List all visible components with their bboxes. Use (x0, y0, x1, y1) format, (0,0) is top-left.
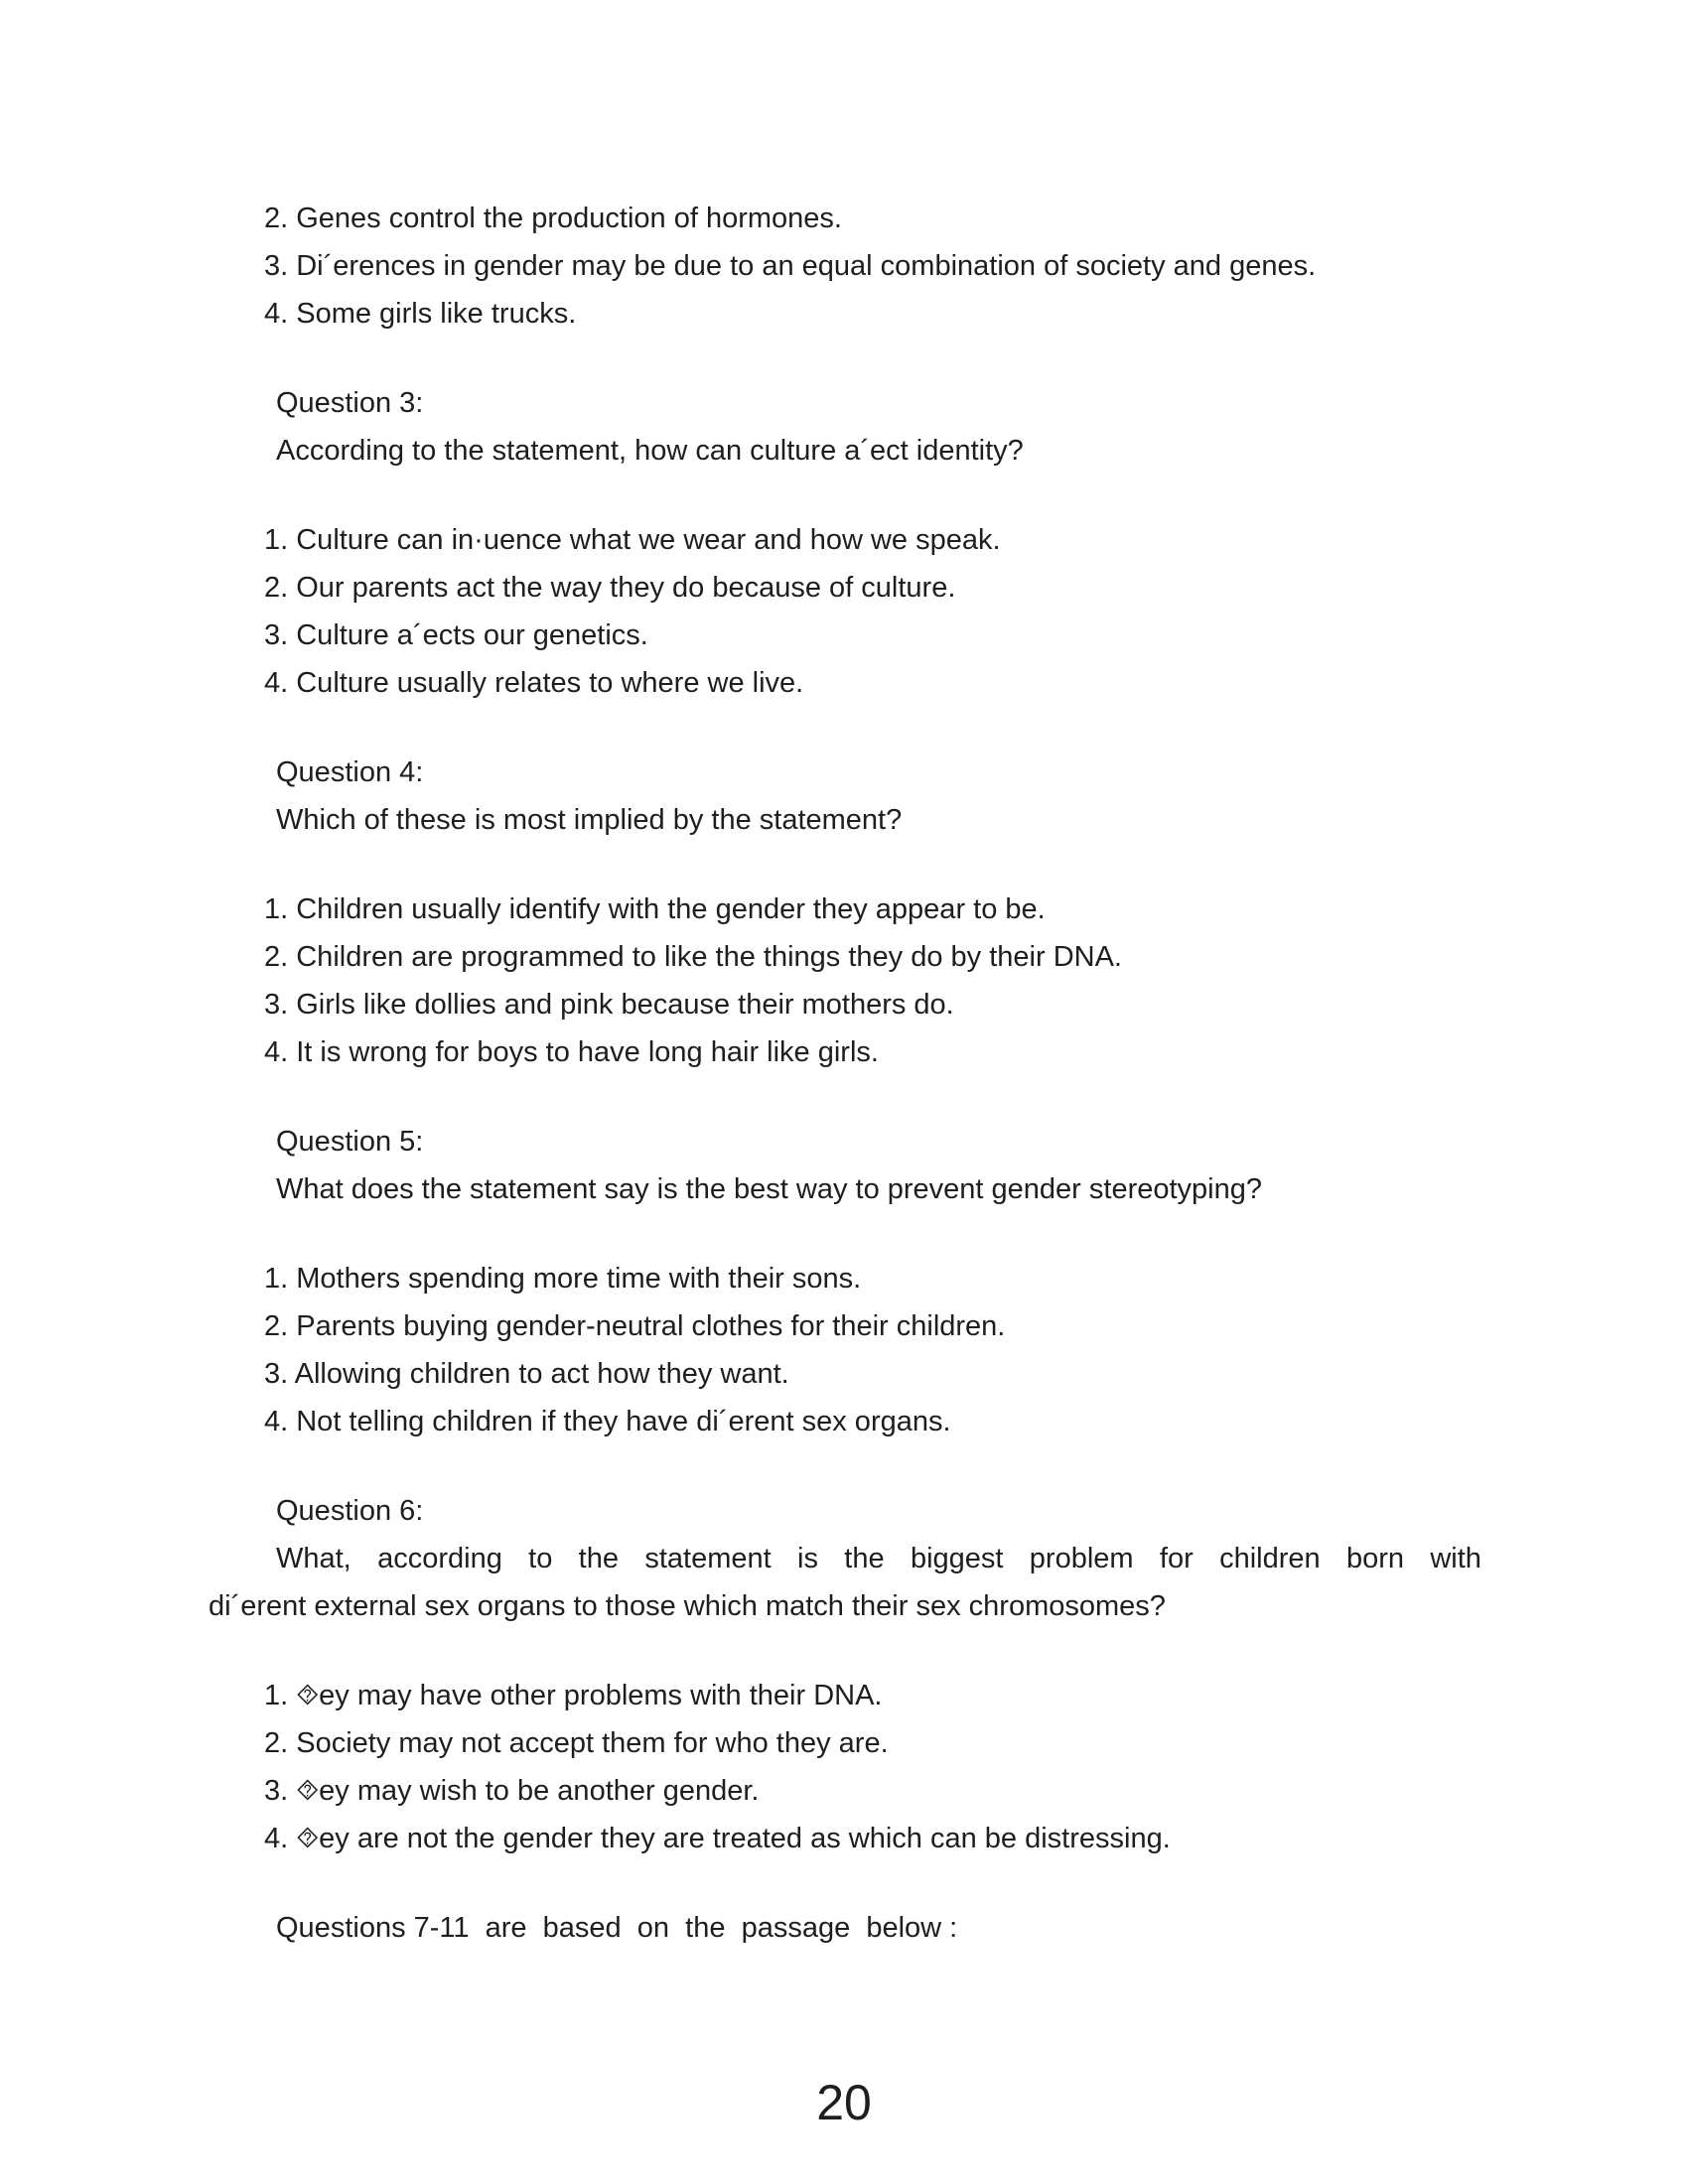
question-options (211, 516, 1481, 707)
question-word: problem (1029, 1543, 1134, 1574)
question-word: according (377, 1543, 502, 1574)
option-item: 4. Some girls like trucks. (264, 298, 577, 330)
option-item: 4. Culture usually relates to where we live. (264, 667, 804, 699)
question-heading: Question 4: (276, 756, 424, 788)
question-word: What, (276, 1543, 352, 1574)
page-content (211, 195, 1481, 1952)
option-item: 3. ⯑ey may wish to be another gender. (264, 1775, 760, 1807)
question-6 (211, 1487, 1481, 1862)
option-item: 2. Parents buying gender-neutral clothes for their children. (264, 1310, 1006, 1342)
option-item: 1. Mothers spending more time with their sons. (264, 1263, 862, 1295)
option-item: 4. Not telling children if they have di´erent sex organs. (264, 1406, 951, 1437)
question-text-line-2: di´erent external sex organs to those which match their sex chromosomes? (209, 1590, 1166, 1622)
question-word: born (1345, 1543, 1404, 1574)
option-item: 3. Girls like dollies and pink because their mothers do. (264, 989, 954, 1021)
question-text-line-1 (211, 1535, 1481, 1582)
question-options (211, 1672, 1481, 1862)
question-word: biggest (910, 1543, 1004, 1574)
question-word: the (844, 1543, 885, 1574)
question-3 (211, 379, 1481, 707)
option-item: 2. Our parents act the way they do because of culture. (264, 572, 956, 604)
option-item: 1. ⯑ey may have other problems with their DNA. (264, 1680, 883, 1711)
passage-intro: Questions 7-11 are based on the passage below : (276, 1912, 958, 1944)
option-item: 4. ⯑ey are not the gender they are treated as which can be distressing. (264, 1823, 1171, 1854)
question-word: to (528, 1543, 553, 1574)
question-heading: Question 5: (276, 1126, 424, 1158)
option-item: 3. Allowing children to act how they want. (264, 1358, 789, 1390)
page-number: 20 (816, 2075, 872, 2130)
question-word: for (1159, 1543, 1194, 1574)
question-word: children (1219, 1543, 1321, 1574)
question-word: with (1430, 1543, 1481, 1574)
option-item: 1. Children usually identify with the gender they appear to be. (264, 893, 1046, 925)
continued-options (211, 195, 1481, 338)
question-5 (211, 1118, 1481, 1445)
question-options (211, 886, 1481, 1076)
question-4 (211, 749, 1481, 1076)
option-item: 3. Culture a´ects our genetics. (264, 619, 648, 651)
question-text: Which of these is most implied by the statement? (276, 804, 903, 836)
question-word: the (578, 1543, 619, 1574)
question-word: statement (644, 1543, 772, 1574)
question-heading: Question 3: (276, 387, 424, 419)
question-text: According to the statement, how can culture a´ect identity? (276, 435, 1024, 467)
option-item: 2. Genes control the production of hormones. (264, 203, 842, 234)
question-options (211, 1255, 1481, 1445)
option-item: 4. It is wrong for boys to have long hair like girls. (264, 1036, 879, 1068)
option-item: 3. Di´erences in gender may be due to an equal combination of society and genes. (264, 250, 1317, 282)
option-item: 2. Society may not accept them for who they are. (264, 1727, 889, 1759)
question-word: is (797, 1543, 818, 1574)
option-item: 2. Children are programmed to like the things they do by their DNA. (264, 941, 1122, 973)
option-item: 1. Culture can in·uence what we wear and how we speak. (264, 524, 1001, 556)
question-text: What does the statement say is the best way to prevent gender stereotyping? (276, 1173, 1263, 1205)
question-heading: Question 6: (276, 1495, 424, 1527)
